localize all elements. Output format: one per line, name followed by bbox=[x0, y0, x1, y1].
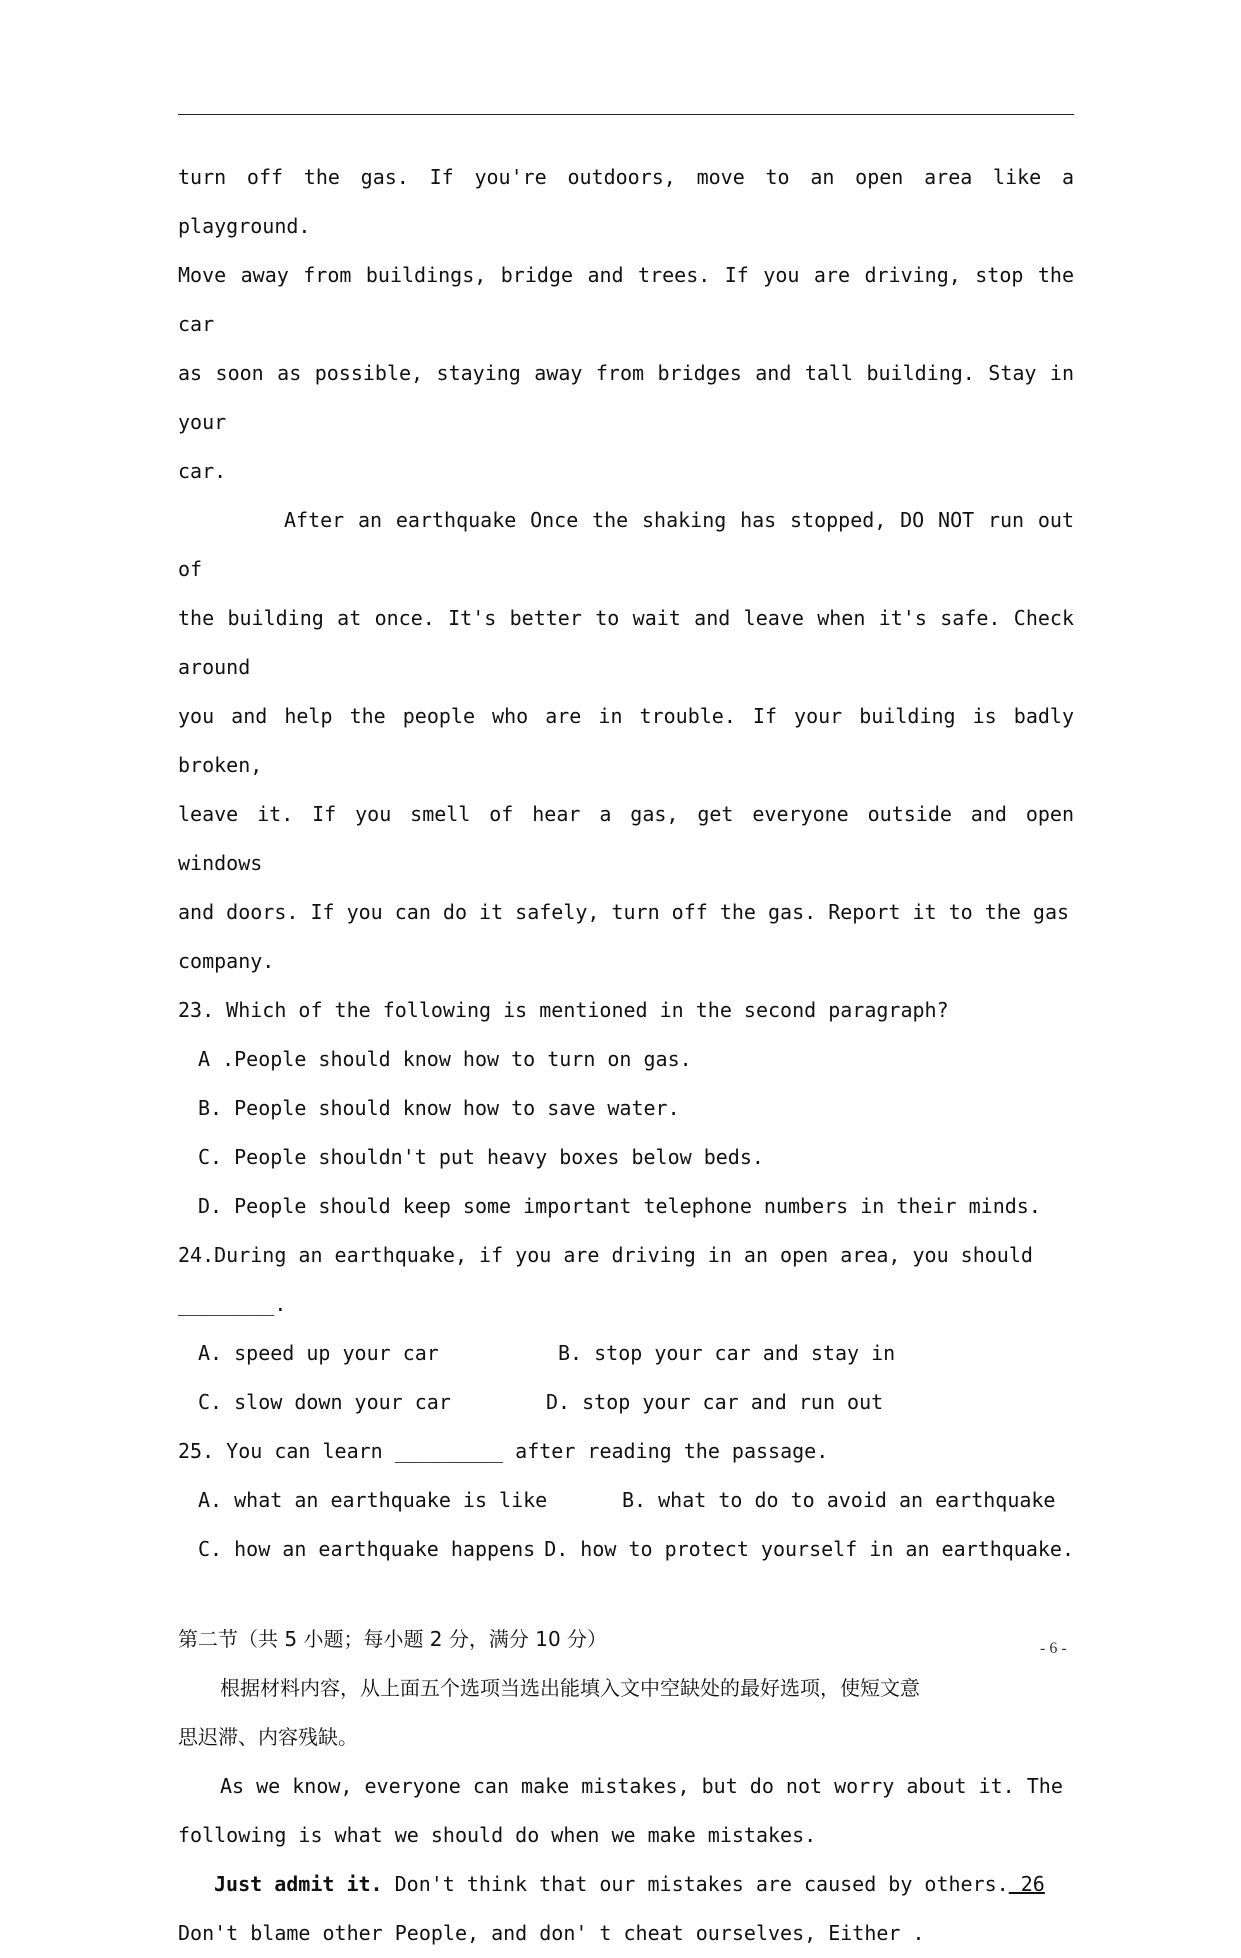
header-rule bbox=[178, 114, 1074, 115]
question-25-option-b: B. what to do to avoid an earthquake bbox=[622, 1488, 1056, 1512]
section-heading: 第二节（共 5 小题；每小题 2 分，满分 10 分） bbox=[178, 1627, 608, 1651]
paragraph-line: leave it. If you smell of hear a gas, get everyone outside and open windows bbox=[178, 802, 1074, 875]
question-23-option-d: D. People should keep some important telephone numbers in their minds. bbox=[198, 1194, 1041, 1218]
passage-text: Don't think that our mistakes are caused by others. bbox=[382, 1872, 1009, 1896]
question-25-stem-post: after reading the passage. bbox=[503, 1439, 829, 1463]
section-gap bbox=[178, 1574, 1074, 1615]
question-24-options-row-1 bbox=[178, 1329, 1074, 1378]
question-25-stem-pre: 25. You can learn bbox=[178, 1439, 395, 1463]
paragraph-line: as soon as possible, staying away from bridges and tall building. Stay in your bbox=[178, 361, 1074, 434]
question-24-options-row-2 bbox=[178, 1378, 1074, 1427]
paragraph-line: you and help the people who are in trouble. If your building is badly broken, bbox=[178, 704, 1074, 777]
question-25-stem bbox=[178, 1427, 1074, 1476]
question-25-options-row-2 bbox=[178, 1525, 1074, 1574]
paragraph-line: After an earthquake Once the shaking has stopped, DO NOT run out of bbox=[178, 508, 1074, 581]
question-24-option-b: B. stop your car and stay in bbox=[558, 1341, 896, 1365]
instruction-line: 根据材料内容，从上面五个选项当选出能填入文中空缺处的最好选项，使短文意 bbox=[220, 1676, 920, 1700]
paragraph-line: turn off the gas. If you're outdoors, move to an open area like a playground. bbox=[178, 165, 1074, 238]
question-23-option-b: B. People should know how to save water. bbox=[198, 1096, 680, 1120]
blank-26: 26 bbox=[1008, 1872, 1045, 1896]
question-25-option-d: D. how to protect yourself in an earthquake. bbox=[544, 1537, 1074, 1561]
paragraph-line: car. bbox=[178, 459, 227, 483]
question-23-option-a: A .People should know how to turn on gas. bbox=[198, 1047, 692, 1071]
paragraph-line: company. bbox=[178, 949, 275, 973]
paragraph-line: Move away from buildings, bridge and trees. If you are driving, stop the car bbox=[178, 263, 1074, 336]
question-24-option-a: A. speed up your car bbox=[198, 1341, 439, 1365]
passage-line: Don't blame other People, and don' t cheat ourselves, Either . bbox=[178, 1921, 925, 1945]
page-number: - 6 - bbox=[1040, 1640, 1067, 1657]
question-25-options-row-1 bbox=[178, 1476, 1074, 1525]
paragraph-line: and doors. If you can do it safely, turn off the gas. Report it to the gas bbox=[178, 900, 1070, 924]
question-25-option-c: C. how an earthquake happens bbox=[198, 1537, 536, 1561]
passage-bold-heading: Just admit it. bbox=[214, 1872, 383, 1896]
paragraph-line: the building at once. It's better to wait and leave when it's safe. Check around bbox=[178, 606, 1074, 679]
document-body bbox=[178, 153, 1074, 1958]
question-24-option-c: C. slow down your car bbox=[198, 1390, 451, 1414]
question-25-option-a: A. what an earthquake is like bbox=[198, 1488, 548, 1512]
instruction-line: 思迟滞、内容残缺。 bbox=[178, 1725, 358, 1749]
question-23-option-c: C. People shouldn't put heavy boxes below beds. bbox=[198, 1145, 764, 1169]
question-24-stem: 24.During an earthquake, if you are driving in an open area, you should bbox=[178, 1243, 1033, 1267]
question-23-stem: 23. Which of the following is mentioned in the second paragraph? bbox=[178, 998, 949, 1022]
passage-line: As we know, everyone can make mistakes, but do not worry about it. The bbox=[220, 1774, 1063, 1798]
question-25-blank: _________ bbox=[394, 1439, 504, 1463]
passage-line: following is what we should do when we make mistakes. bbox=[178, 1823, 817, 1847]
question-24-option-d: D. stop your car and run out bbox=[546, 1390, 884, 1414]
passage-line bbox=[178, 1860, 1074, 1909]
question-24-blank: ________. bbox=[178, 1292, 287, 1316]
